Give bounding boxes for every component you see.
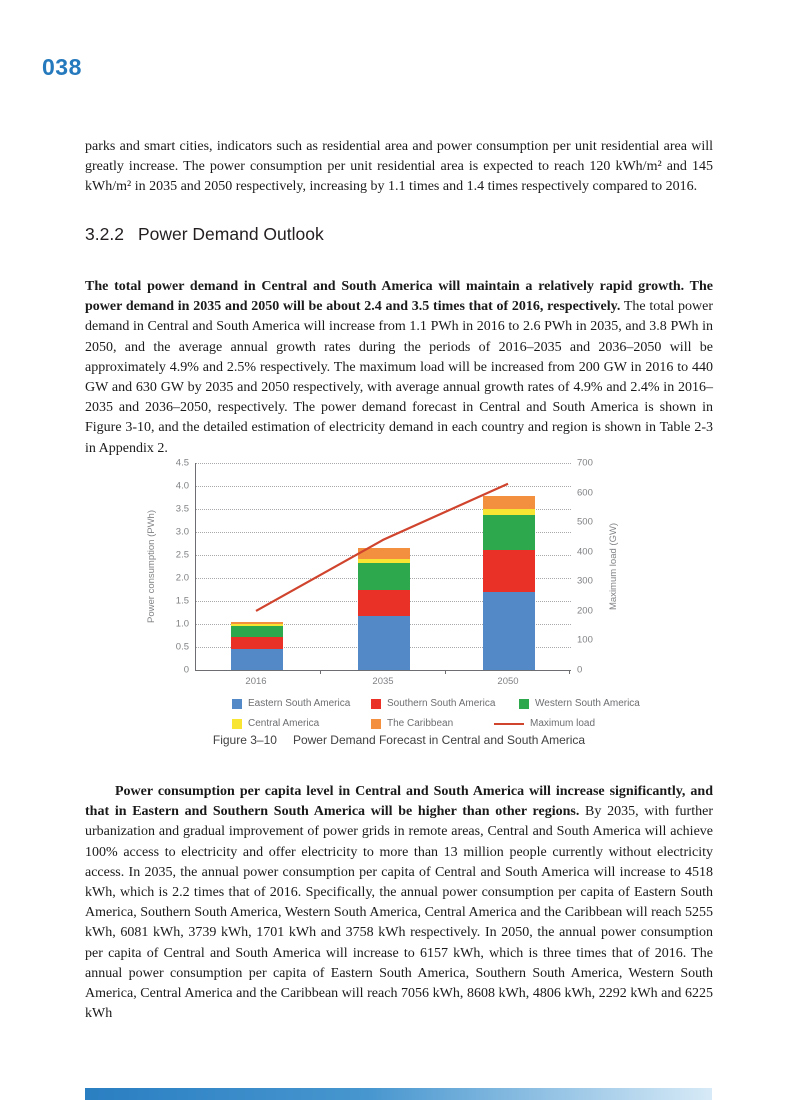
paragraph-body-text: By 2035, with further urbanization and gradual improvement of power grids in remote areas, Central and South America will achieve 100% access to electricity and offer electricity to more than 13 million people currently without electricity access. In 2035, the annual power consumption per capita of Central and South America will increase to 4518 kWh, which is 2.2 times that of 2016. Specifically, the annual power consumption per capita of Eastern South America, Southern South America, Western South America, Central America and the Caribbean will reach 5255 kWh, 6081 kWh, 3739 kWh, 1701 kWh and 3758 kWh respectively. In 2050, the annual power consumption per capita of Central and South America will increase to 6157 kWh, which is three times that of 2016. The annual power consumption per capita of Eastern South America, Southern South America, Western South America, Central America and the Caribbean will reach 7056 kWh, 8608 kWh, 4806 kWh, 2292 kWh and 6225 kWh (85, 804, 713, 1022)
power-demand-chart (134, 452, 664, 762)
y-axis-tick-label-right: 0 (577, 664, 583, 676)
footer-accent-bar (85, 1088, 712, 1100)
chart-legend-row-2 (134, 718, 664, 730)
legend-color-swatch (519, 699, 529, 709)
x-axis-tick-mark (569, 670, 570, 674)
y-axis-tick-label-left: 3.0 (175, 526, 189, 538)
legend-line-swatch (494, 723, 524, 725)
y-axis-tick-label-left: 2.0 (175, 572, 189, 584)
section-number: 3.2.2 (85, 224, 124, 244)
y-axis-tick-label-left: 2.5 (175, 549, 189, 561)
figure-caption-title: Power Demand Forecast in Central and South America (292, 733, 586, 747)
right-axis-title: Maximum load (GW) (608, 522, 619, 611)
paragraph-per-capita (85, 782, 713, 1024)
legend-color-swatch (232, 719, 242, 729)
legend-label: Western South America (535, 698, 640, 709)
x-axis-tick-mark (320, 670, 321, 674)
legend-item-eastern-south-america (232, 698, 350, 709)
legend-label: The Caribbean (387, 718, 454, 729)
figure-caption (134, 733, 664, 747)
section-heading (85, 224, 324, 245)
paragraph-power-demand (85, 277, 713, 459)
x-axis-category-label: 2035 (372, 676, 394, 687)
y-axis-tick-label-right: 400 (577, 546, 593, 558)
section-title: Power Demand Outlook (137, 224, 324, 244)
paragraph-lead-bold: Power consumption per capita level in Central and South America will increase significantly, and that in Eastern and Southern South America will be higher than other regions. (85, 784, 713, 820)
legend-item-southern-south-america (371, 698, 495, 709)
y-axis-tick-label-right: 100 (577, 634, 593, 646)
page-number: 038 (42, 54, 82, 80)
legend-item-maximum-load (494, 718, 595, 729)
y-axis-tick-label-right: 600 (577, 487, 593, 499)
y-axis-tick-label-right: 300 (577, 575, 593, 587)
y-axis-tick-label-left: 1.0 (175, 618, 189, 630)
paragraph-lead-bold: The total power demand in Central and South America will maintain a relatively rapid growth. The power demand in 2035 and 2050 will be about 2.4 and 3.5 times that of 2016, respectively. (85, 279, 713, 315)
figure-caption-label: Figure 3–10 (212, 733, 277, 747)
y-axis-tick-label-left: 4.0 (175, 480, 189, 492)
legend-item-the-caribbean (371, 718, 453, 729)
legend-color-swatch (371, 719, 381, 729)
maximum-load-line (195, 463, 570, 670)
y-axis-tick-label-left: 0.5 (175, 641, 189, 653)
paragraph-body-text: The total power demand in Central and South America will increase from 1.1 PWh in 2016 to 2.6 PWh in 2035, and 3.8 PWh in 2050, and the average annual growth rates during the periods of 2016–2035 and 2036–2050 will be approximately 4.9% and 2.5% respectively. The maximum load will be increased from 200 GW in 2016 to 440 GW and 630 GW by 2035 and 2050 respectively, with average annual growth rates of 4.9% and 2.4% in 2016–2035 and 2036–2050, respectively. The power demand forecast in Central and South America is shown in Figure 3-10, and the detailed estimation of electricity demand in each country and region is shown in Table 2-3 in Appendix 2. (85, 299, 713, 456)
x-axis-tick-mark (445, 670, 446, 674)
y-axis-tick-label-right: 700 (577, 457, 593, 469)
x-axis-category-label: 2050 (497, 676, 519, 687)
y-axis-tick-label-left: 0 (183, 664, 189, 676)
y-axis-tick-label-left: 1.5 (175, 595, 189, 607)
legend-label: Central America (248, 718, 320, 729)
y-axis-tick-label-left: 3.5 (175, 503, 189, 515)
legend-item-central-america (232, 718, 319, 729)
y-axis-tick-label-right: 500 (577, 516, 593, 528)
chart-legend-row-1 (134, 698, 664, 710)
x-axis-category-label: 2016 (245, 676, 267, 687)
legend-color-swatch (371, 699, 381, 709)
legend-label: Southern South America (387, 698, 496, 709)
left-axis-title: Power consumption (PWh) (146, 510, 157, 623)
y-axis-tick-label-left: 4.5 (175, 457, 189, 469)
legend-label: Eastern South America (248, 698, 351, 709)
legend-item-western-south-america (519, 698, 640, 709)
legend-label: Maximum load (530, 718, 596, 729)
paragraph-intro: parks and smart cities, indicators such as residential area and power consumption per unit residential area will greatly increase. The power consumption per unit residential area is expected to reach 120 kWh/m² and 145 kWh/m² in 2035 and 2050 respectively, increasing by 1.1 times and 1.4 times respectively compared to 2016. (85, 139, 713, 195)
y-axis-tick-label-right: 200 (577, 605, 593, 617)
legend-color-swatch (232, 699, 242, 709)
